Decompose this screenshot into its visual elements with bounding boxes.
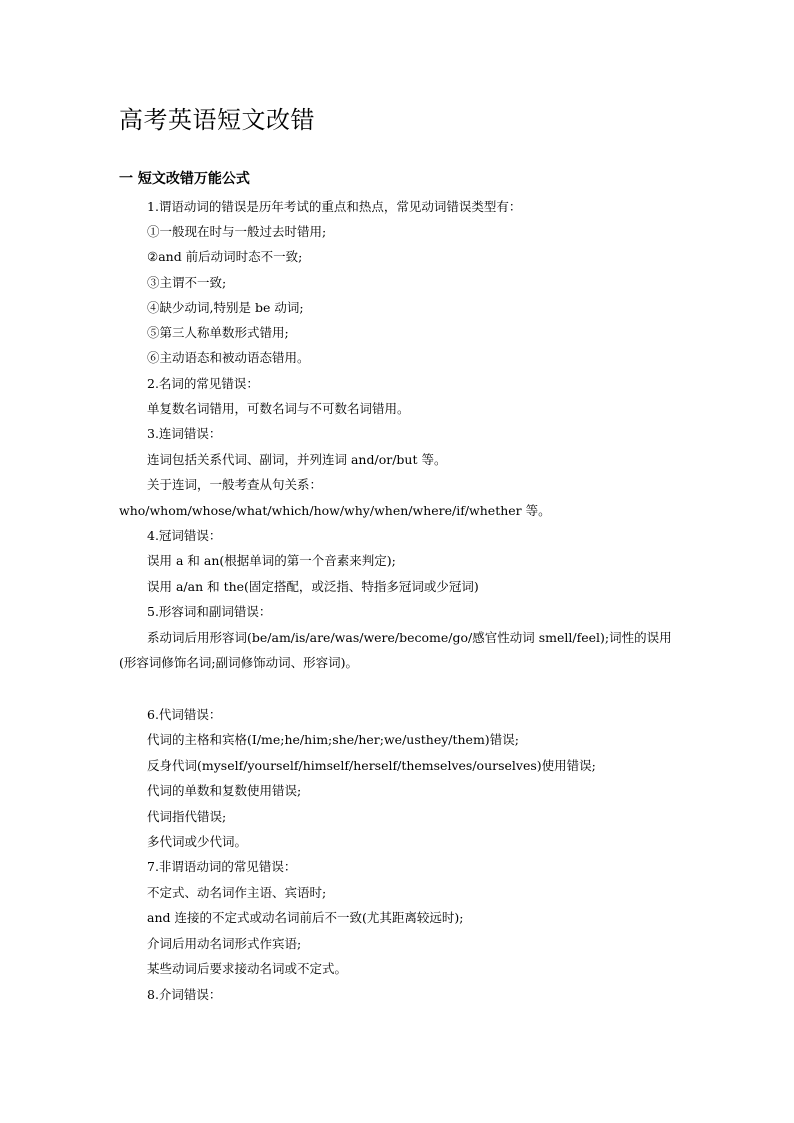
- paragraph-line: and 连接的不定式或动名词前后不一致(尤其距离较远时);: [147, 910, 464, 925]
- list-item: ⑤第三人称单数形式错用;: [147, 325, 289, 340]
- paragraph-line: 反身代词(myself/yourself/himself/herself/themselves/ourselves)使用错误;: [147, 758, 596, 773]
- paragraph-line: 系动词后用形容词(be/am/is/are/was/were/become/go/感官性动词 smell/feel);词性的误用: [147, 630, 672, 645]
- paragraph-line: (形容词修饰名词;副词修饰动词、形容词)。: [119, 655, 358, 670]
- paragraph-line: 误用 a/an 和 the(固定搭配，或泛指、特指多冠词或少冠词): [147, 579, 479, 594]
- list-item: ③主谓不一致;: [147, 275, 227, 290]
- rule-heading-pronouns: 6.代词错误：: [147, 707, 222, 722]
- paragraph-line: 误用 a 和 an(根据单词的第一个音素来判定);: [147, 553, 396, 568]
- list-item: ④缺少动词,特别是 be 动词;: [147, 300, 304, 315]
- list-item: ②and 前后动词时态不一致;: [147, 249, 303, 264]
- paragraph-line: 多代词或少代词。: [147, 834, 248, 849]
- paragraph-line: 关于连词，一般考查从句关系：: [147, 477, 323, 492]
- document-title: 高考英语短文改错: [119, 106, 315, 134]
- rule-heading-articles: 4.冠词错误：: [147, 528, 222, 543]
- paragraph-line: 代词的单数和复数使用错误;: [147, 783, 302, 798]
- rule-heading-verbs: 1.谓语动词的错误是历年考试的重点和热点，常见动词错误类型有：: [147, 199, 522, 214]
- rule-heading-nonfinite: 7.非谓语动词的常见错误：: [147, 859, 297, 874]
- rule-heading-conjunctions: 3.连词错误：: [147, 426, 222, 441]
- paragraph-line: who/whom/whose/what/which/how/why/when/where/if/whether 等。: [119, 503, 551, 518]
- list-item: ⑥主动语态和被动语态错用。: [147, 350, 310, 365]
- paragraph-line: 代词指代错误;: [147, 809, 227, 824]
- paragraph-line: 介词后用动名词形式作宾语;: [147, 936, 302, 951]
- rule-heading-nouns: 2.名词的常见错误：: [147, 376, 259, 391]
- paragraph-line: 单复数名词错用，可数名词与不可数名词错用。: [147, 401, 410, 416]
- paragraph-line: 不定式、动名词作主语、宾语时;: [147, 885, 327, 900]
- paragraph-line: 代词的主格和宾格(I/me;he/him;she/her;we/usthey/them)错误;: [147, 732, 519, 747]
- list-item: ①一般现在时与一般过去时错用;: [147, 224, 327, 239]
- paragraph-line: 连词包括关系代词、副词，并列连词 and/or/but 等。: [147, 452, 447, 467]
- paragraph-line: 某些动词后要求接动名词或不定式。: [147, 961, 348, 976]
- section-heading: 一 短文改错万能公式: [119, 171, 250, 187]
- rule-heading-adjectives: 5.形容词和副词错误：: [147, 604, 272, 619]
- rule-heading-prepositions: 8.介词错误：: [147, 987, 222, 1002]
